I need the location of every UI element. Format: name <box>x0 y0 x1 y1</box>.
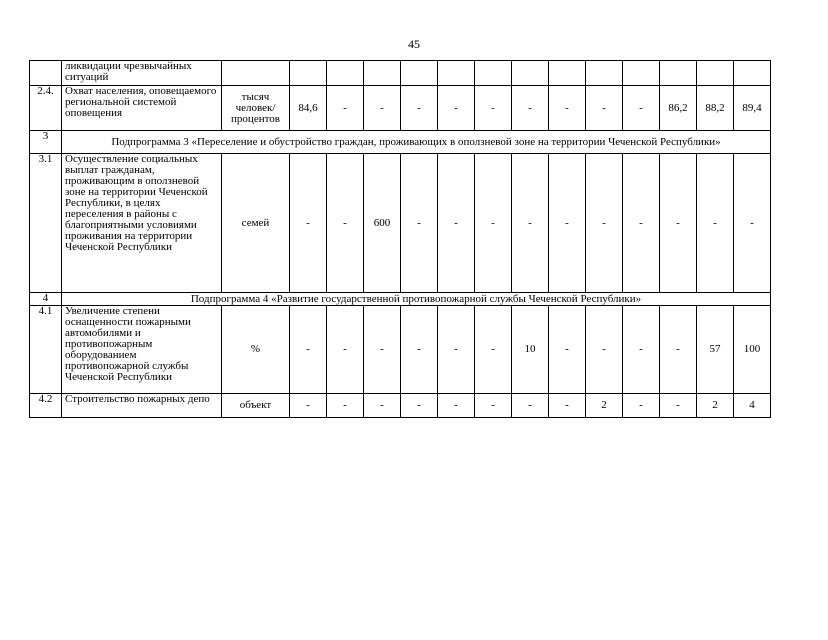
value-cell: 86,2 <box>660 86 697 131</box>
value-cell: - <box>401 154 438 293</box>
row-number: 3.1 <box>30 154 62 293</box>
value-cell: 2 <box>586 394 623 418</box>
subprogram-title: Подпрограмма 4 «Развитие государственной противопожарной службы Чеченской Республики» <box>62 293 771 306</box>
unit-of-measure: тысяч человек/ процентов <box>222 86 290 131</box>
value-cell: - <box>697 154 734 293</box>
value-cell: 4 <box>734 394 771 418</box>
value-cell: - <box>475 154 512 293</box>
value-cell: - <box>327 86 364 131</box>
table-row <box>30 154 771 293</box>
value-cell: - <box>401 86 438 131</box>
value-cell: - <box>549 394 586 418</box>
value-cell <box>364 61 401 86</box>
value-cell <box>401 61 438 86</box>
value-cell: - <box>512 86 549 131</box>
value-cell <box>697 61 734 86</box>
value-cell: - <box>438 394 475 418</box>
table-row <box>30 61 771 86</box>
value-cell: - <box>660 394 697 418</box>
value-cell: 10 <box>512 306 549 394</box>
value-cell: - <box>623 86 660 131</box>
value-cell: - <box>512 154 549 293</box>
table-row <box>30 86 771 131</box>
row-number: 4.1 <box>30 306 62 394</box>
value-cell: - <box>586 154 623 293</box>
value-cell: - <box>327 306 364 394</box>
value-cell: 88,2 <box>697 86 734 131</box>
value-cell: 89,4 <box>734 86 771 131</box>
value-cell: - <box>438 154 475 293</box>
page-number: 45 <box>408 37 420 51</box>
value-cell: - <box>623 154 660 293</box>
value-cell <box>586 61 623 86</box>
value-cell: - <box>364 306 401 394</box>
value-cell: - <box>438 306 475 394</box>
value-cell <box>327 61 364 86</box>
indicator-name: Строительство пожарных депо <box>62 394 222 418</box>
row-number: 2.4. <box>30 86 62 131</box>
unit-of-measure: % <box>222 306 290 394</box>
value-cell: - <box>401 394 438 418</box>
value-cell: - <box>290 154 327 293</box>
value-cell: - <box>623 306 660 394</box>
table-row <box>30 394 771 418</box>
value-cell: 2 <box>697 394 734 418</box>
value-cell: - <box>512 394 549 418</box>
value-cell <box>290 61 327 86</box>
indicator-name: ликвидации чрезвычайных ситуаций <box>62 61 222 86</box>
row-number: 3 <box>30 131 62 154</box>
unit-of-measure: объект <box>222 394 290 418</box>
value-cell: - <box>734 154 771 293</box>
value-cell: - <box>586 306 623 394</box>
value-cell: - <box>549 86 586 131</box>
value-cell <box>549 61 586 86</box>
value-cell: 600 <box>364 154 401 293</box>
indicators-table <box>29 60 771 418</box>
indicator-name: Охват населения, оповещаемого региональной системой оповещения <box>62 86 222 131</box>
value-cell <box>438 61 475 86</box>
value-cell: - <box>623 394 660 418</box>
value-cell <box>623 61 660 86</box>
value-cell: 57 <box>697 306 734 394</box>
unit-of-measure <box>222 61 290 86</box>
value-cell: - <box>475 394 512 418</box>
value-cell: - <box>290 306 327 394</box>
subprogram-header-row <box>30 131 771 154</box>
indicator-name: Увеличение степени оснащенности пожарными автомобилями и противопожарным оборудованием противопожарной службы Чеченской Республики <box>62 306 222 394</box>
value-cell: - <box>475 306 512 394</box>
value-cell: - <box>401 306 438 394</box>
row-number <box>30 61 62 86</box>
value-cell: - <box>327 154 364 293</box>
value-cell: - <box>660 154 697 293</box>
value-cell: 84,6 <box>290 86 327 131</box>
row-number: 4 <box>30 293 62 306</box>
row-number: 4.2 <box>30 394 62 418</box>
value-cell: - <box>475 86 512 131</box>
value-cell <box>512 61 549 86</box>
value-cell: - <box>364 394 401 418</box>
value-cell <box>475 61 512 86</box>
value-cell: - <box>364 86 401 131</box>
value-cell: - <box>549 154 586 293</box>
value-cell <box>734 61 771 86</box>
subprogram-header-row <box>30 293 771 306</box>
value-cell: 100 <box>734 306 771 394</box>
value-cell: - <box>290 394 327 418</box>
value-cell: - <box>586 86 623 131</box>
table-row <box>30 306 771 394</box>
subprogram-title: Подпрограмма 3 «Переселение и обустройство граждан, проживающих в оползневой зоне на территории Чеченской Республики» <box>62 131 771 154</box>
value-cell: - <box>549 306 586 394</box>
value-cell: - <box>438 86 475 131</box>
unit-of-measure: семей <box>222 154 290 293</box>
indicator-name: Осуществление социальных выплат гражданам, проживающим в оползневой зоне на территории Чеченской Республики, в целях переселения в районы с благоприятными условиями проживания на территории Чеченской Республики <box>62 154 222 293</box>
value-cell: - <box>327 394 364 418</box>
value-cell: - <box>660 306 697 394</box>
value-cell <box>660 61 697 86</box>
